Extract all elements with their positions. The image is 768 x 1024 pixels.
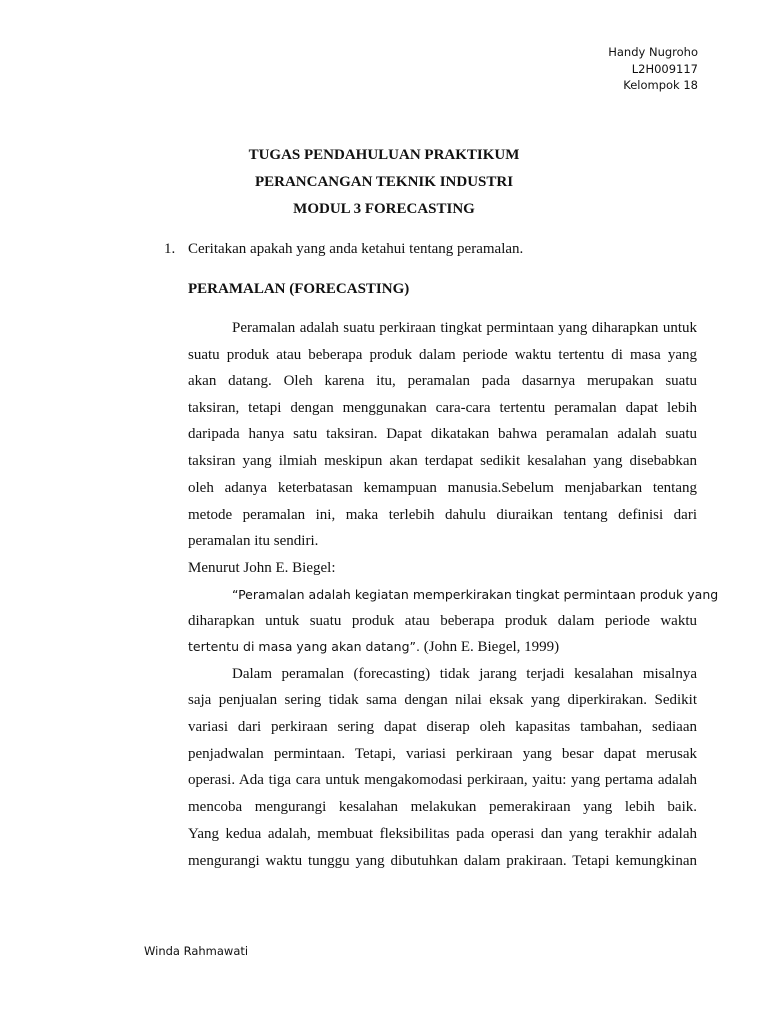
paragraph-line: saja penjualan sering tidak sama dengan nilai eksak yang diperkirakan. Sedikit [188, 692, 697, 708]
student-id: L2H009117 [631, 61, 698, 76]
quote-line: diharapkan untuk suatu produk atau beberapa produk dalam periode waktu [188, 613, 697, 629]
paragraph-line: metode peramalan ini, maka terlebih dahulu diuraikan tentang definisi dari [188, 507, 697, 523]
quote-text-end: tertentu di masa yang akan datang”. [188, 639, 420, 654]
footer-author: Winda Rahmawati [144, 944, 249, 958]
author-name: Handy Nugroho [608, 45, 698, 59]
question-text: Ceritakan apakah yang anda ketahui tentang peramalan. [188, 241, 524, 257]
paragraph-line: daripada hanya satu taksiran. Dapat dikatakan bahwa peramalan adalah suatu [188, 426, 697, 442]
paragraph-line: mencoba mengurangi kesalahan melakukan pemerakiraan yang lebih baik. [188, 799, 697, 815]
group-label: Kelompok 18 [623, 78, 698, 92]
quote-line-citation [188, 639, 697, 656]
paragraph-line: taksiran, tetapi dengan menggunakan cara-cara tertentu peramalan dapat lebih [188, 400, 697, 416]
doc-title-line-2: PERANCANGAN TEKNIK INDUSTRI [254, 174, 514, 190]
paragraph-line: suatu produk atau beberapa produk dalam periode waktu tertentu di masa yang [188, 347, 697, 363]
quote-line: “Peramalan adalah kegiatan memperkirakan tingkat permintaan produk yang [232, 587, 719, 602]
citation: (John E. Biegel, 1999) [420, 639, 560, 655]
paragraph-line: mengurangi waktu tunggu yang dibutuhkan dalam prakiraan. Tetapi kemungkinan [188, 853, 697, 869]
quote-intro: Menurut John E. Biegel: [188, 560, 336, 576]
paragraph-line: variasi dari perkiraan sering dapat diserap oleh kapasitas tambahan, sediaan [188, 719, 697, 735]
paragraph-line: peramalan itu sendiri. [188, 533, 319, 549]
paragraph-line: operasi. Ada tiga cara untuk mengakomodasi perkiraan, yaitu: yang pertama adalah [188, 772, 697, 788]
section-heading: PERAMALAN (FORECASTING) [188, 281, 410, 297]
doc-title-line-1: TUGAS PENDAHULUAN PRAKTIKUM [248, 147, 520, 163]
doc-title-line-3: MODUL 3 FORECASTING [293, 201, 475, 217]
paragraph-line: Peramalan adalah suatu perkiraan tingkat permintaan yang diharapkan untuk [232, 320, 697, 336]
question-number: 1. [164, 241, 176, 257]
paragraph-line: Dalam peramalan (forecasting) tidak jarang terjadi kesalahan misalnya [232, 666, 697, 682]
paragraph-line: penjadwalan permintaan. Tetapi, variasi perkiraan yang besar dapat merusak [188, 746, 697, 762]
paragraph-line: Yang kedua adalah, membuat fleksibilitas pada operasi dan yang terakhir adalah [188, 826, 697, 842]
author-header [608, 44, 698, 94]
paragraph-line: taksiran yang ilmiah meskipun akan terdapat sedikit kesalahan yang disebabkan [188, 453, 697, 469]
paragraph-line: akan datang. Oleh karena itu, peramalan pada dasarnya merupakan suatu [188, 373, 697, 389]
paragraph-line: oleh adanya keterbatasan kemampuan manusia.Sebelum menjabarkan tentang [188, 480, 697, 496]
